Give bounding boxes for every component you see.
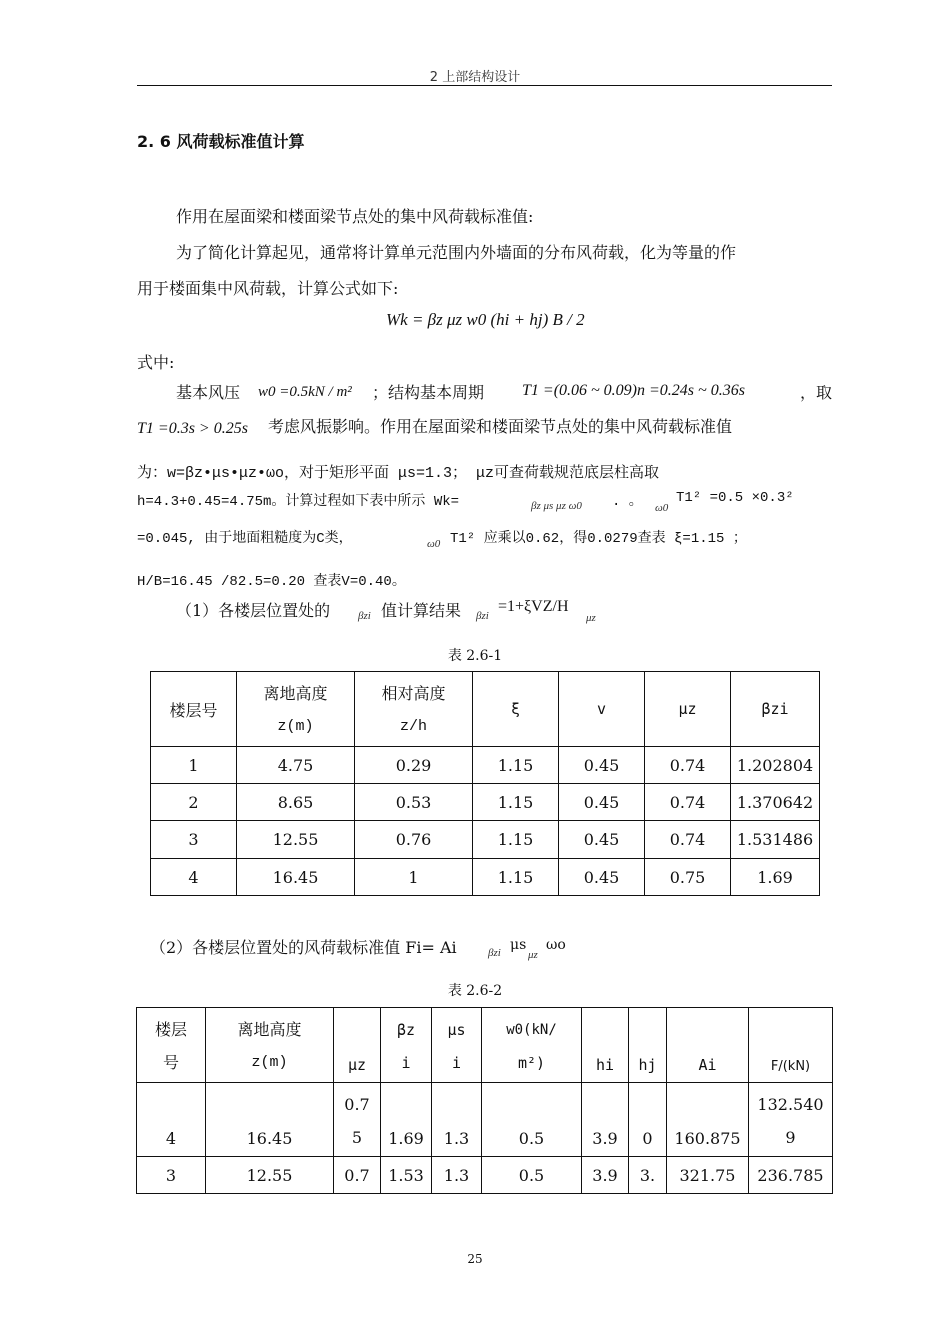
cell: 0.45	[559, 747, 645, 784]
cell: 1.370642	[731, 784, 820, 821]
cell: 236.785	[749, 1157, 833, 1194]
table-row	[151, 747, 820, 784]
cell: 2	[151, 784, 237, 821]
col-relative-height: 相对高度 z/h	[355, 672, 473, 747]
table1-caption: 表 2.6-1	[447, 648, 503, 664]
col-floor: 楼层 号	[137, 1008, 206, 1083]
col-mu-z: μz	[334, 1008, 381, 1083]
item2-omega: ωo	[546, 937, 566, 953]
cell: 1.531486	[731, 821, 820, 859]
item2-mu-s: μs	[510, 937, 527, 953]
table-row	[151, 859, 820, 896]
paragraph-roughness-b: T1² 应乘以0.62，得0.0279查表 ξ=1.15 ；	[450, 531, 747, 547]
table-row	[151, 784, 820, 821]
paragraph-intro: 作用在屋面梁和楼面梁节点处的集中风荷载标准值:	[176, 207, 534, 226]
col-hi: hi	[582, 1008, 629, 1083]
col-force: F/(kN)	[749, 1008, 833, 1083]
cell: 0.74	[645, 784, 731, 821]
cell: 1.15	[473, 821, 559, 859]
header-rule	[137, 85, 832, 86]
cell: 16.45	[206, 1083, 334, 1157]
cell: 0.7	[334, 1157, 381, 1194]
period-label: ；结构基本周期	[372, 383, 485, 402]
cell: 0.45	[559, 784, 645, 821]
section-title: 2. 6 风荷载标准值计算	[137, 132, 305, 151]
cell: 0.5	[482, 1083, 582, 1157]
cell: 0	[629, 1083, 667, 1157]
cell: 0.74	[645, 747, 731, 784]
cell: 12.55	[206, 1157, 334, 1194]
col-floor: 楼层号	[151, 672, 237, 747]
table-row	[137, 1083, 833, 1157]
cell: 1.15	[473, 784, 559, 821]
cell: 0.53	[355, 784, 473, 821]
paragraph-height-c: T1² =0.5 ×0.3²	[676, 490, 794, 506]
cell: 1.15	[473, 859, 559, 896]
cell: 3.	[629, 1157, 667, 1194]
cell: 0.74	[645, 821, 731, 859]
col-beta-z: βz i	[381, 1008, 432, 1083]
col-w0: w0(kN/ m²)	[482, 1008, 582, 1083]
col-mu-z: μz	[645, 672, 731, 747]
cell: 1	[355, 859, 473, 896]
cell: 0.7 5	[334, 1083, 381, 1157]
item1-beta-symbol-2: βzi	[476, 610, 489, 622]
item1-beta-symbol: βzi	[358, 610, 371, 622]
omega0-symbol-2: ω0	[427, 538, 441, 550]
paragraph-roughness-a: =0.045, 由于地面粗糙度为C类，	[137, 531, 353, 547]
col-hj: hj	[629, 1008, 667, 1083]
where-label: 式中:	[137, 353, 175, 372]
cell: 1.202804	[731, 747, 820, 784]
period-condition: T1 =0.3s > 0.25s	[137, 420, 248, 437]
table2-caption: 表 2.6-2	[447, 983, 503, 999]
cell: 0.29	[355, 747, 473, 784]
cell: 8.65	[237, 784, 355, 821]
item1-formula: =1+ξVZ/H	[498, 598, 569, 615]
cell: 3.9	[582, 1157, 629, 1194]
table-beta-z	[150, 671, 820, 896]
paragraph-w-definition: 为：w=βz•μs•μz•ωo，对于矩形平面 μs=1.3； μz可查荷载规范底层柱高取	[137, 465, 660, 482]
cell: 160.875	[667, 1083, 749, 1157]
item1-mu-symbol: μz	[586, 612, 596, 624]
take-label: ，取	[800, 383, 833, 402]
col-height: 离地高度 z(m)	[206, 1008, 334, 1083]
cell: 1	[151, 747, 237, 784]
wind-vibration-text: 考虑风振影响。作用在屋面梁和楼面梁节点处的集中风荷载标准值	[268, 417, 733, 436]
col-height: 离地高度 z(m)	[237, 672, 355, 747]
paragraph-hb-ratio: H/B=16.45 /82.5=0.20 查表V=0.40。	[137, 574, 406, 590]
item2-mu-z: μz	[528, 949, 538, 961]
table-row	[151, 821, 820, 859]
cell: 1.15	[473, 747, 559, 784]
col-ai: Ai	[667, 1008, 749, 1083]
item1-result-label: 值计算结果	[381, 601, 462, 620]
cell: 1.69	[381, 1083, 432, 1157]
cell: 132.540 9	[749, 1083, 833, 1157]
paragraph-height-a: h=4.3+0.45=4.75m。计算过程如下表中所示 Wk=	[137, 494, 460, 510]
table-wind-force	[136, 1007, 833, 1194]
table-header-row	[151, 672, 820, 747]
cell: 0.76	[355, 821, 473, 859]
col-beta-zi: βzi	[731, 672, 820, 747]
paragraph-simplify-2: 用于楼面集中风荷载，计算公式如下:	[137, 279, 399, 298]
paragraph-height-b: . 。	[612, 494, 643, 510]
col-mu-s: μs i	[432, 1008, 482, 1083]
cell: 4	[137, 1083, 206, 1157]
basic-pressure-label: 基本风压	[176, 383, 241, 402]
cell: 0.45	[559, 821, 645, 859]
cell: 1.53	[381, 1157, 432, 1194]
col-xi: ξ	[473, 672, 559, 747]
cell: 0.75	[645, 859, 731, 896]
cell: 321.75	[667, 1157, 749, 1194]
cell: 4	[151, 859, 237, 896]
page-header: 2 上部结构设计	[429, 70, 521, 85]
wk-symbols: βz μs μz ω0	[531, 500, 582, 512]
item2-label: （2）各楼层位置处的风荷载标准值 Fi= Ai	[150, 938, 457, 957]
cell: 1.3	[432, 1083, 482, 1157]
cell: 3	[137, 1157, 206, 1194]
cell: 0.5	[482, 1157, 582, 1194]
cell: 16.45	[237, 859, 355, 896]
cell: 3	[151, 821, 237, 859]
cell: 1.69	[731, 859, 820, 896]
cell: 0.45	[559, 859, 645, 896]
wind-load-formula: Wk = βz μz w0 (hi + hj) B / 2	[386, 310, 585, 329]
page-number: 25	[467, 1252, 483, 1266]
cell: 3.9	[582, 1083, 629, 1157]
cell: 12.55	[237, 821, 355, 859]
table-header-row	[137, 1008, 833, 1083]
basic-pressure-value: w0 =0.5kN / m²	[258, 384, 352, 400]
period-formula: T1 =(0.06 ~ 0.09)n =0.24s ~ 0.36s	[522, 382, 745, 399]
item1-label: （1）各楼层位置处的	[176, 601, 331, 620]
table-row	[137, 1157, 833, 1194]
cell: 4.75	[237, 747, 355, 784]
col-v: v	[559, 672, 645, 747]
cell: 1.3	[432, 1157, 482, 1194]
item2-beta-symbol: βzi	[488, 947, 501, 959]
omega0-symbol: ω0	[655, 502, 669, 514]
paragraph-simplify-1: 为了简化计算起见，通常将计算单元范围内外墙面的分布风荷载，化为等量的作	[176, 243, 737, 262]
